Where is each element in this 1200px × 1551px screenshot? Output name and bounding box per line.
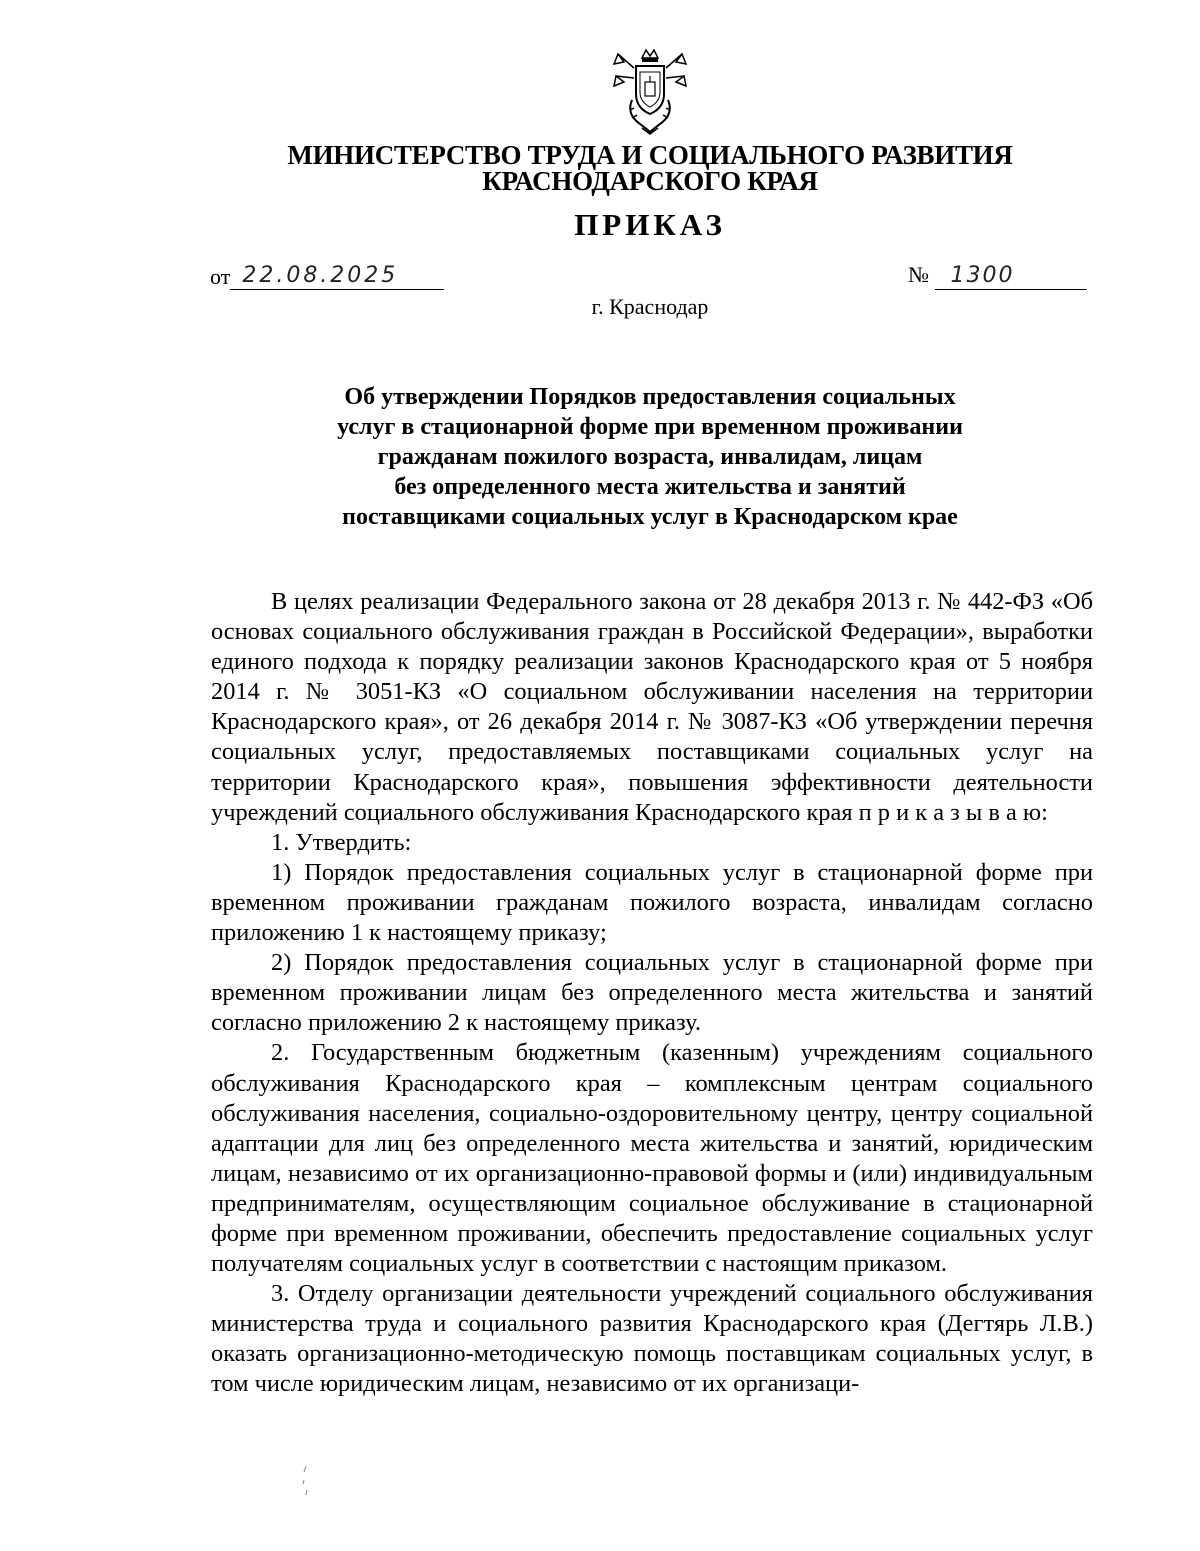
clause-1-item-1: 1) Порядок предоставления социальных услуг в стационарной форме при временном проживании гражданам пожилого возраста, инвалидам согласно приложению 1 к настоящему приказу; [211,858,1093,947]
date-prefix: от [210,264,231,289]
order-date [210,262,444,290]
document-title [200,382,1100,532]
title-line: поставщиками социальных услуг в Краснодарском крае [342,504,958,530]
preamble-paragraph: В целях реализации Федерального закона от 28 декабря 2013 г. № 442-ФЗ «Об основах социального обслуживания граждан в Российской Федерации», выработки единого подхода к порядку реализации законов Краснодарского края от 5 ноября 2014 г. № 3051-КЗ «О социальном обслуживании населения на территории Краснодарского края», от 26 декабря 2014 г. № 3087-КЗ «Об утверждении перечня социальных услуг, предоставляемых поставщиками социальных услуг на территории Краснодарского края», повышения эффективности деятельности учреждений социального обслуживания Краснодарского края п р и к а з ы в а ю: [211,588,1093,826]
coat-of-arms-emblem [612,48,688,138]
title-line: гражданам пожилого возраста, инвалидам, лицам [377,444,923,470]
number-value: 1300 [935,263,1087,290]
order-number [908,262,1087,290]
clause-1: 1. Утвердить: [271,828,412,856]
city-line: г. Краснодар [591,294,709,319]
date-value: 22.08.2025 [230,263,444,290]
title-line: Об утверждении Порядков предоставления социальных [344,384,956,410]
title-line: услуг в стационарной форме при временном проживании [337,414,963,440]
document-type: ПРИКАЗ [574,207,726,242]
ministry-name-line2: КРАСНОДАРСКОГО КРАЯ [482,166,818,196]
scan-artifact-marks [296,1462,316,1502]
title-line: без определенного места жительства и занятий [394,474,906,500]
ministry-name-line1: МИНИСТЕРСТВО ТРУДА И СОЦИАЛЬНОГО РАЗВИТИЯ [287,140,1013,170]
clause-3: 3. Отделу организации деятельности учреждений социального обслуживания министерства труда и социального развития Краснодарского края (Дегтярь Л.В.) оказать организационно-методическую помощь поставщикам социальных услуг, в том числе юридическим лицам, независимо от их организаци- [211,1280,1093,1398]
clause-1-item-2: 2) Порядок предоставления социальных услуг в стационарной форме при временном проживании лицам без определенного места жительства и занятий согласно приложению 2 к настоящему приказу. [211,949,1093,1037]
number-prefix: № [908,262,929,287]
document-body [211,587,1093,1400]
clause-2: 2. Государственным бюджетным (казенным) учреждениям социального обслуживания Краснодарского края – комплексным центрам социального обслуживания населения, социально-оздоровительному центру, центру социальной адаптации для лиц без определенного места жительства и занятий, юридическим лицам, независимо от их организационно-правовой формы и (или) индивидуальным предпринимателям, осуществляющим социальное обслуживание в стационарной форме при временном проживании, обеспечить предоставление социальных услуг получателям социальных услуг в соответствии с настоящим приказом. [211,1039,1093,1278]
